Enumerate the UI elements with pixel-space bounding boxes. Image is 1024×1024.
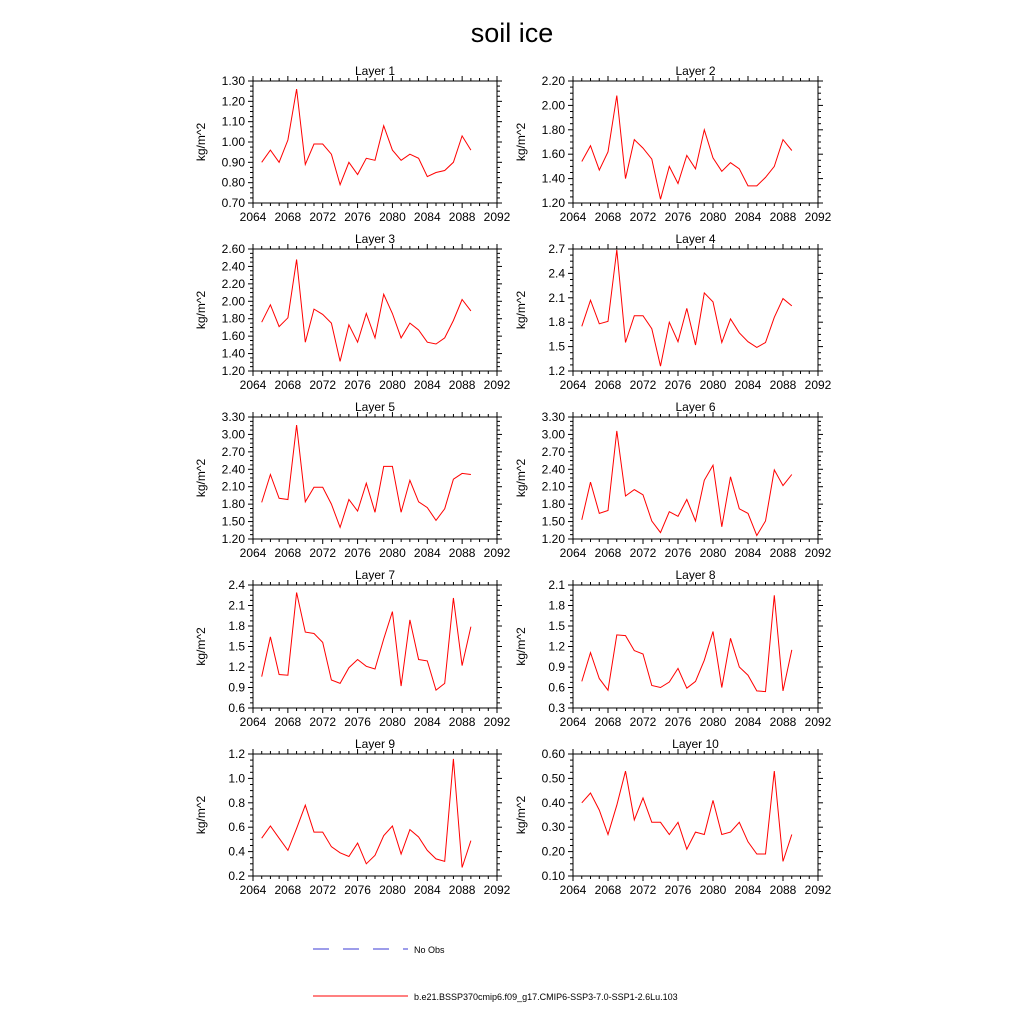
x-tick-label: 2092 [804, 210, 832, 224]
y-tick-label: 1.80 [221, 311, 245, 326]
x-tick-label: 2064 [559, 546, 587, 560]
x-tick-label: 2084 [413, 883, 441, 897]
y-axis-label: kg/m^2 [194, 627, 208, 666]
x-tick-label: 2088 [448, 715, 476, 729]
y-tick-label: 0.9 [228, 680, 245, 695]
y-tick-label: 0.20 [541, 844, 565, 859]
x-tick-label: 2084 [734, 378, 762, 392]
y-tick-label: 0.60 [541, 747, 565, 761]
x-tick-label: 2072 [629, 210, 657, 224]
y-tick-label: 2.4 [548, 266, 565, 281]
y-tick-label: 2.60 [221, 242, 245, 256]
y-tick-label: 2.00 [221, 294, 245, 309]
chart-panel-layer-3 [194, 232, 511, 392]
x-tick-label: 2084 [734, 210, 762, 224]
y-tick-label: 1.50 [221, 514, 245, 529]
panel-title: Layer 6 [675, 400, 716, 414]
y-tick-label: 2.10 [221, 479, 245, 494]
y-tick-label: 1.00 [221, 135, 245, 149]
y-tick-label: 1.2 [548, 639, 565, 654]
chart-panel-layer-1 [194, 64, 511, 224]
y-tick-label: 1.2 [228, 747, 245, 761]
x-tick-label: 2092 [804, 378, 832, 392]
y-tick-label: 1.40 [541, 171, 565, 186]
x-tick-label: 2068 [594, 546, 622, 560]
y-tick-label: 1.60 [221, 329, 245, 344]
chart-panel-layer-2 [514, 64, 832, 224]
x-tick-label: 2080 [379, 715, 406, 729]
x-tick-label: 2092 [483, 378, 511, 392]
y-tick-label: 3.30 [221, 410, 245, 424]
x-tick-label: 2076 [344, 883, 371, 897]
y-tick-label: 1.8 [228, 619, 245, 633]
plot-frame [573, 754, 818, 876]
x-tick-label: 2064 [239, 546, 267, 560]
x-tick-label: 2072 [309, 883, 337, 897]
x-tick-label: 2068 [274, 715, 302, 729]
x-tick-label: 2072 [629, 546, 657, 560]
x-tick-label: 2068 [274, 546, 302, 560]
plot-frame [253, 249, 497, 371]
x-tick-label: 2092 [804, 546, 832, 560]
y-tick-label: 1.50 [541, 514, 565, 529]
x-tick-label: 2076 [664, 715, 692, 729]
x-tick-label: 2064 [239, 883, 267, 897]
y-tick-label: 0.70 [221, 196, 245, 210]
y-tick-label: 2.70 [221, 444, 245, 459]
x-tick-label: 2084 [734, 546, 762, 560]
y-tick-label: 1.5 [548, 339, 565, 354]
chart-panel-layer-9 [194, 737, 511, 897]
y-tick-label: 0.80 [221, 175, 245, 190]
y-axis-label: kg/m^2 [514, 290, 528, 330]
chart-panel-layer-8 [514, 568, 832, 729]
x-tick-label: 2076 [664, 210, 692, 224]
panel-title: Layer 10 [672, 737, 719, 751]
y-tick-label: 1.80 [541, 122, 565, 137]
panel-title: Layer 4 [675, 232, 716, 246]
series-line [262, 89, 471, 185]
y-tick-label: 0.3 [548, 701, 565, 715]
x-tick-label: 2088 [769, 210, 797, 224]
x-tick-label: 2088 [448, 883, 476, 897]
y-axis-label: kg/m^2 [194, 795, 208, 835]
x-tick-label: 2088 [769, 546, 797, 560]
y-tick-label: 1.2 [548, 364, 565, 378]
y-tick-label: 0.40 [541, 795, 565, 810]
y-tick-label: 0.8 [228, 795, 245, 810]
y-axis-label: kg/m^2 [514, 627, 528, 666]
series-line [582, 595, 792, 691]
y-tick-label: 3.00 [541, 427, 565, 442]
y-tick-label: 0.2 [228, 869, 245, 883]
y-tick-label: 1.60 [541, 147, 565, 162]
x-tick-label: 2084 [413, 715, 441, 729]
plot-frame [253, 754, 497, 876]
x-tick-label: 2088 [769, 378, 797, 392]
chart-panel-layer-10 [514, 737, 832, 897]
page-title: soil ice [470, 18, 554, 48]
x-tick-label: 2076 [344, 546, 371, 560]
x-tick-label: 2084 [734, 715, 762, 729]
series-line [262, 759, 471, 868]
y-tick-label: 2.4 [228, 578, 245, 592]
y-tick-label: 2.40 [221, 259, 245, 274]
x-tick-label: 2092 [804, 883, 832, 897]
legend-obs-label: No Obs [414, 945, 445, 955]
x-tick-label: 2080 [699, 715, 727, 729]
x-tick-label: 2092 [804, 715, 832, 729]
y-tick-label: 1.5 [548, 619, 565, 633]
y-tick-label: 2.40 [221, 462, 245, 477]
y-tick-label: 1.40 [221, 346, 245, 361]
y-tick-label: 2.00 [541, 98, 565, 113]
x-tick-label: 2084 [413, 546, 441, 560]
chart-panel-layer-5 [194, 400, 511, 560]
y-tick-label: 2.1 [548, 578, 565, 592]
x-tick-label: 2084 [734, 883, 762, 897]
x-tick-label: 2068 [274, 378, 302, 392]
x-tick-label: 2084 [413, 378, 441, 392]
x-tick-label: 2076 [664, 546, 692, 560]
y-tick-label: 2.20 [221, 276, 245, 291]
y-tick-label: 1.80 [221, 497, 245, 512]
x-tick-label: 2072 [629, 378, 657, 392]
x-tick-label: 2080 [379, 546, 406, 560]
x-tick-label: 2080 [379, 883, 406, 897]
series-line [262, 260, 471, 362]
x-tick-label: 2064 [239, 715, 267, 729]
y-tick-label: 0.50 [541, 771, 565, 786]
x-tick-label: 2088 [769, 883, 797, 897]
plot-frame [573, 585, 818, 708]
y-tick-label: 0.6 [228, 820, 245, 835]
x-tick-label: 2072 [309, 715, 337, 729]
y-tick-label: 0.9 [548, 660, 565, 674]
panel-title: Layer 1 [354, 64, 396, 78]
y-tick-label: 2.20 [541, 74, 565, 88]
x-tick-label: 2068 [274, 210, 302, 224]
x-tick-label: 2068 [594, 715, 622, 729]
y-tick-label: 1.20 [221, 364, 245, 378]
x-tick-label: 2080 [699, 546, 727, 560]
x-tick-label: 2076 [344, 210, 371, 224]
x-tick-label: 2072 [309, 378, 337, 392]
plot-frame [253, 585, 497, 708]
y-tick-label: 1.2 [228, 660, 245, 674]
y-tick-label: 1.0 [228, 771, 245, 786]
series-line [582, 250, 792, 366]
x-tick-label: 2072 [309, 210, 337, 224]
x-tick-label: 2088 [769, 715, 797, 729]
y-tick-label: 2.7 [548, 242, 565, 256]
x-tick-label: 2068 [594, 378, 622, 392]
y-axis-label: kg/m^2 [194, 458, 208, 498]
panel-title: Layer 7 [354, 568, 396, 582]
y-tick-label: 2.70 [541, 444, 565, 459]
y-tick-label: 1.20 [541, 196, 565, 210]
panel-title: Layer 2 [675, 64, 716, 78]
x-tick-label: 2080 [379, 378, 406, 392]
y-tick-label: 1.10 [221, 114, 245, 129]
y-tick-label: 1.80 [541, 497, 565, 512]
panel-title: Layer 5 [354, 400, 396, 414]
chart-panel-layer-7 [194, 568, 511, 729]
y-tick-label: 1.20 [221, 532, 245, 546]
x-tick-label: 2092 [483, 883, 511, 897]
plot-frame [253, 417, 497, 539]
x-tick-label: 2072 [629, 883, 657, 897]
panel-title: Layer 3 [354, 232, 396, 246]
y-tick-label: 1.20 [541, 532, 565, 546]
x-tick-label: 2064 [239, 210, 267, 224]
y-axis-label: kg/m^2 [514, 795, 528, 835]
series-line [582, 431, 792, 536]
legend [313, 945, 678, 1002]
y-tick-label: 3.30 [541, 410, 565, 424]
x-tick-label: 2080 [699, 210, 727, 224]
x-tick-label: 2076 [344, 378, 371, 392]
chart-panel-layer-6 [514, 400, 832, 560]
x-tick-label: 2088 [448, 546, 476, 560]
y-axis-label: kg/m^2 [514, 122, 528, 162]
y-tick-label: 0.90 [221, 155, 245, 170]
y-tick-label: 0.10 [541, 869, 565, 883]
chart-panel-layer-4 [514, 232, 832, 392]
y-tick-label: 1.8 [548, 315, 565, 330]
panel-title: Layer 9 [354, 737, 396, 751]
series-line [582, 771, 792, 861]
y-tick-label: 2.40 [541, 462, 565, 477]
y-axis-label: kg/m^2 [194, 122, 208, 162]
y-tick-label: 1.5 [228, 639, 245, 654]
y-axis-label: kg/m^2 [514, 458, 528, 498]
y-tick-label: 0.4 [228, 844, 245, 859]
x-tick-label: 2080 [699, 378, 727, 392]
y-tick-label: 2.1 [548, 290, 565, 305]
x-tick-label: 2092 [483, 715, 511, 729]
x-tick-label: 2064 [559, 883, 587, 897]
y-tick-label: 0.6 [228, 701, 245, 715]
x-tick-label: 2068 [594, 883, 622, 897]
series-line [582, 96, 792, 200]
x-tick-label: 2080 [699, 883, 727, 897]
series-line [262, 425, 471, 527]
x-tick-label: 2088 [448, 210, 476, 224]
x-tick-label: 2088 [448, 378, 476, 392]
y-tick-label: 3.00 [221, 427, 245, 442]
y-tick-label: 2.1 [228, 598, 245, 613]
x-tick-label: 2076 [664, 883, 692, 897]
x-tick-label: 2076 [344, 715, 371, 729]
panel-title: Layer 8 [675, 568, 716, 582]
x-tick-label: 2072 [309, 546, 337, 560]
x-tick-label: 2092 [483, 210, 511, 224]
x-tick-label: 2084 [413, 210, 441, 224]
x-tick-label: 2080 [379, 210, 406, 224]
x-tick-label: 2068 [594, 210, 622, 224]
y-tick-label: 1.20 [221, 94, 245, 109]
y-tick-label: 0.6 [548, 680, 565, 695]
x-tick-label: 2064 [559, 210, 587, 224]
y-tick-label: 0.30 [541, 820, 565, 835]
x-tick-label: 2092 [483, 546, 511, 560]
x-tick-label: 2064 [239, 378, 267, 392]
legend-model-label: b.e21.BSSP370cmip6.f09_g17.CMIP6-SSP3-7.0-SSP1-2.6Lu.103 [414, 992, 678, 1002]
x-tick-label: 2068 [274, 883, 302, 897]
y-tick-label: 2.10 [541, 479, 565, 494]
y-tick-label: 1.30 [221, 74, 245, 88]
y-axis-label: kg/m^2 [194, 290, 208, 330]
x-tick-label: 2064 [559, 378, 587, 392]
series-line [262, 593, 471, 691]
y-tick-label: 1.8 [548, 598, 565, 613]
x-tick-label: 2072 [629, 715, 657, 729]
x-tick-label: 2076 [664, 378, 692, 392]
x-tick-label: 2064 [559, 715, 587, 729]
